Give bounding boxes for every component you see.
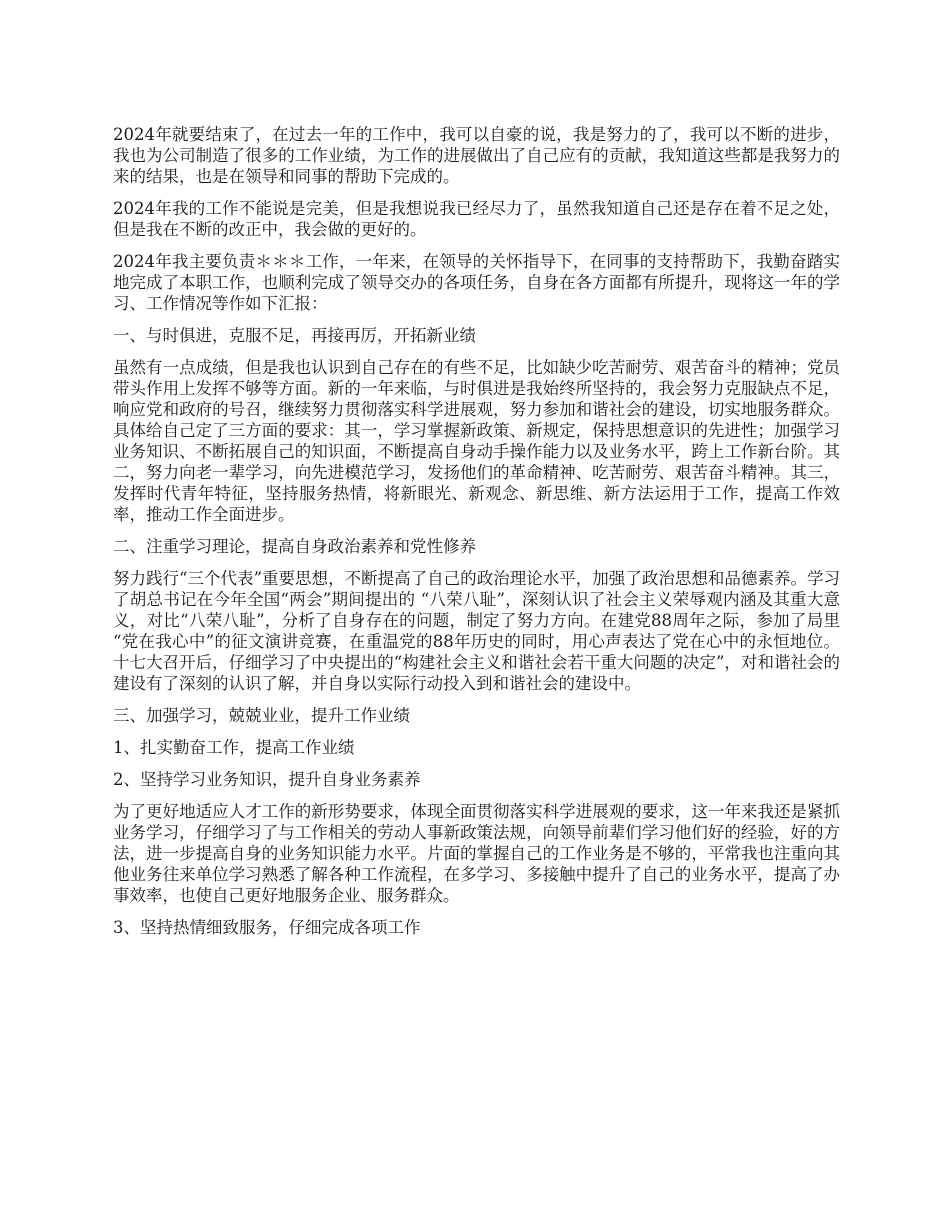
paragraph-responsibilities: 2024年我主要负责＊＊＊工作，一年来，在领导的关怀指导下，在同事的支持帮助下，我勤奋踏实地完成了本职工作，也顺利完成了领导交办的各项任务，自身在各方面都有所提升，现将这一年的学习、工作情况等作如下汇报：	[113, 252, 840, 313]
subheading-3-3: 3、坚持热情细致服务，仔细完成各项工作	[113, 918, 421, 937]
section-heading-3: 三、加强学习，兢兢业业，提升工作业绩	[113, 706, 410, 725]
section-heading-2: 二、注重学习理论，提高自身政治素养和党性修养	[113, 537, 476, 556]
subheading-3-1: 1、扎实勤奋工作，提高工作业绩	[113, 738, 355, 757]
paragraph-shortcomings: 虽然有一点成绩，但是我也认识到自己存在的有些不足，比如缺少吃苦耐劳、艰苦奋斗的精神；党员带头作用上发挥不够等方面。新的一年来临，与时俱进是我始终所坚持的，我会努力克服缺点不足，响应党和政府的号召，继续努力贯彻落实科学进展观，努力参加和谐社会的建设，切实地服务群众。具体给自己定了三方面的要求：其一，学习掌握新政策、新规定，保持思想意识的先进性；加强学习业务知识、不断拓展自己的知识面，不断提高自身动手操作能力以及业务水平，跨上工作新台阶。其二，努力向老一辈学习，向先进模范学习，发扬他们的革命精神、吃苦耐劳、艰苦奋斗精神。其三，发挥时代青年特征，坚持服务热情，将新眼光、新观念、新思维、新方法运用于工作，提高工作效率，推动工作全面进步。	[113, 358, 840, 524]
paragraph-intro: 2024年就要结束了，在过去一年的工作中，我可以自豪的说，我是努力的了，我可以不断的进步，我也为公司制造了很多的工作业绩，为工作的进展做出了自己应有的贡献，我知道这些都是我努力的来的结果，也是在领导和同事的帮助下完成的。	[113, 125, 840, 186]
paragraph-political-study: 努力践行“三个代表”重要思想，不断提高了自己的政治理论水平，加强了政治思想和品德素养。学习了胡总书记在今年全国“两会”期间提出的 “八荣八耻”，深刻认识了社会主义荣辱观内涵及其重大意义，对比“八荣八耻”，分析了自身存在的问题，制定了努力方向。在建党88周年之际，参加了局里 “党在我心中”的征文演讲竞赛，在重温党的88年历史的同时，用心声表达了党在心中的永恒地位。十七大召开后，仔细学习了中央提出的“构建社会主义和谐社会若干重大问题的决定”，对和谐社会的建设有了深刻的认识了解，并自身以实际行动投入到和谐社会的建设中。	[113, 569, 840, 693]
document-body	[113, 124, 840, 949]
paragraph-business-study: 为了更好地适应人才工作的新形势要求，体现全面贯彻落实科学进展观的要求，这一年来我还是紧抓业务学习，仔细学习了与工作相关的劳动人事新政策法规，向领导前辈们学习他们好的经验，好的方法，进一步提高自身的业务知识能力水平。片面的掌握自己的工作业务是不够的，平常我也注重向其他业务往来单位学习熟悉了解各种工作流程，在多学习、多接触中提升了自己的业务水平，提高了办事效率，也使自己更好地服务企业、服务群众。	[113, 802, 840, 905]
subheading-3-2: 2、坚持学习业务知识，提升自身业务素养	[113, 770, 421, 789]
paragraph-self-assessment: 2024年我的工作不能说是完美，但是我想说我已经尽力了，虽然我知道自己还是存在着不足之处，但是我在不断的改正中，我会做的更好的。	[113, 199, 840, 239]
section-heading-1: 一、与时俱进，克服不足，再接再厉，开拓新业绩	[113, 326, 476, 345]
